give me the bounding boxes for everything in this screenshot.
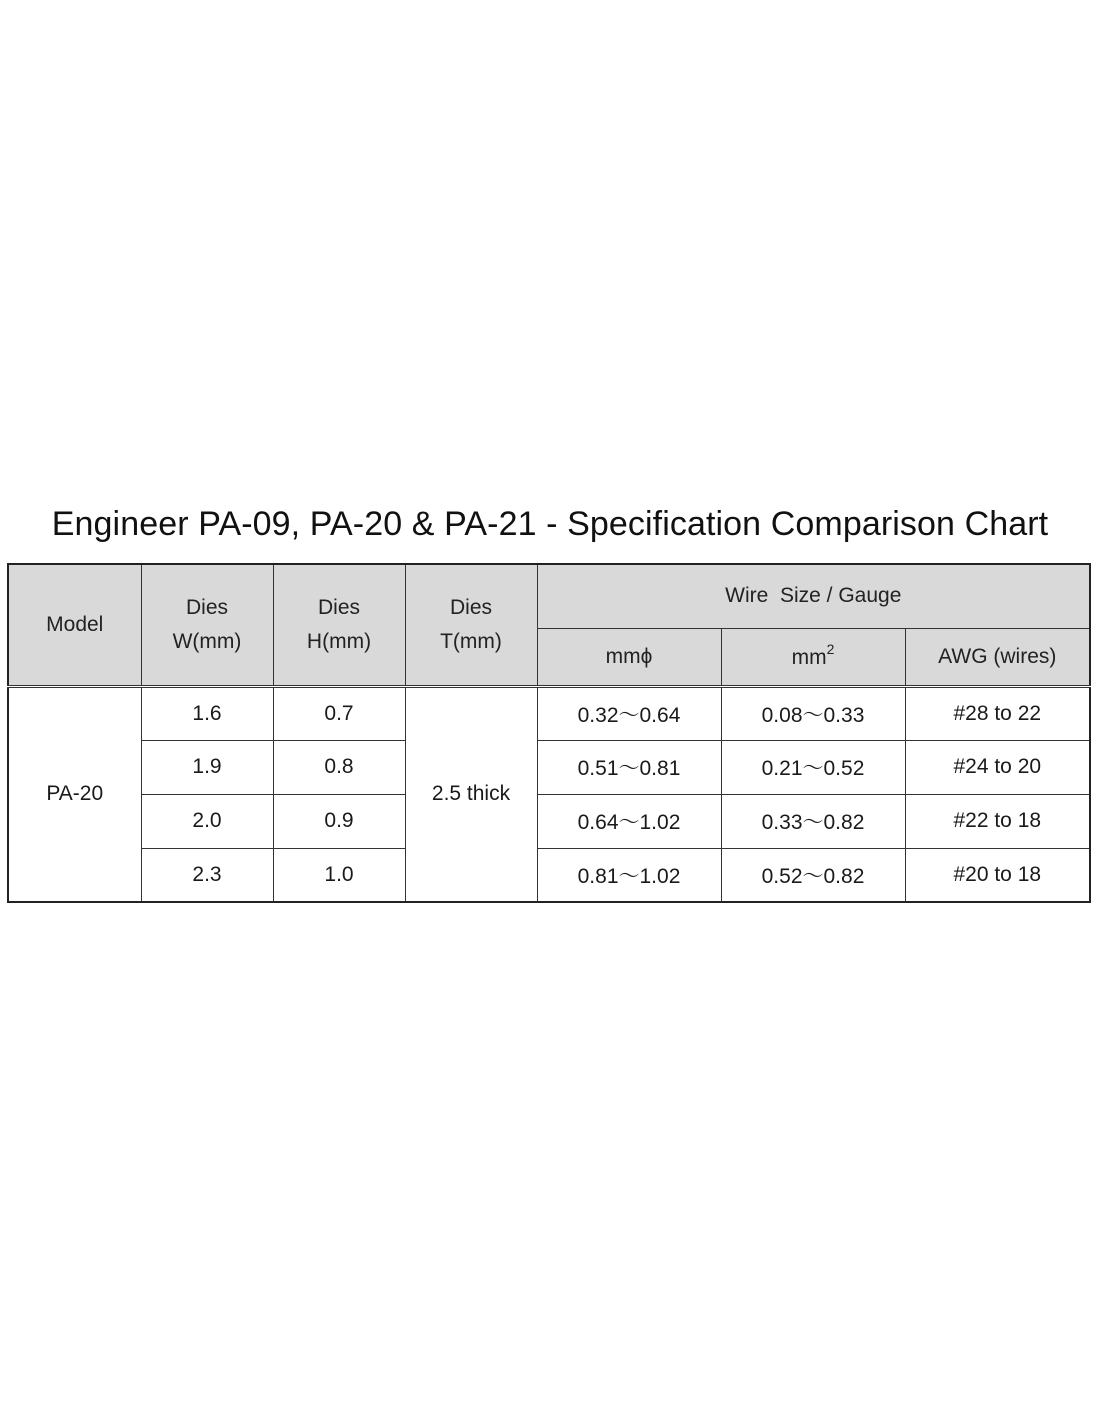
awg-cell: #20 to 18 [905, 848, 1090, 902]
model-cell: PA-20 [8, 686, 141, 902]
dies-w-cell: 2.0 [141, 794, 273, 848]
header-row [8, 564, 1090, 628]
table-row [8, 794, 1090, 848]
mm-phi-cell: 0.32〜0.64 [537, 686, 721, 740]
header-mm-phi: mmϕ [537, 628, 721, 686]
header-dies-t [405, 564, 537, 686]
mm-phi-cell: 0.81〜1.02 [537, 848, 721, 902]
header-dies-w-line1: Dies [185, 595, 228, 619]
page-title: Engineer PA-09, PA-20 & PA-21 - Specification Comparison Chart [51, 505, 1049, 543]
spec-table [7, 563, 1091, 903]
header-dies-h [273, 564, 405, 686]
awg-cell: #28 to 22 [905, 686, 1090, 740]
mm2-cell: 0.08〜0.33 [721, 686, 905, 740]
awg-cell: #22 to 18 [905, 794, 1090, 848]
header-awg: AWG (wires) [905, 628, 1090, 686]
dies-h-cell: 0.8 [273, 740, 405, 794]
header-dies-h-line1: Dies [317, 595, 360, 619]
header-mm2-base: mm [791, 646, 827, 669]
header-mm2 [721, 628, 905, 686]
mm2-cell: 0.33〜0.82 [721, 794, 905, 848]
header-dies-w-line2: W(mm) [172, 629, 242, 653]
dies-h-cell: 1.0 [273, 848, 405, 902]
dies-w-cell: 1.6 [141, 686, 273, 740]
header-mm2-exponent: 2 [826, 641, 835, 657]
table-row [8, 740, 1090, 794]
header-dies-t-line1: Dies [449, 595, 492, 619]
table-row [8, 848, 1090, 902]
dies-h-cell: 0.7 [273, 686, 405, 740]
table-row [8, 686, 1090, 740]
mm2-cell: 0.52〜0.82 [721, 848, 905, 902]
dies-w-cell: 1.9 [141, 740, 273, 794]
mm-phi-cell: 0.64〜1.02 [537, 794, 721, 848]
header-wire-size-gauge: Wire Size / Gauge [537, 564, 1090, 628]
dies-t-cell: 2.5 thick [405, 686, 537, 902]
awg-cell: #24 to 20 [905, 740, 1090, 794]
dies-w-cell: 2.3 [141, 848, 273, 902]
mm2-cell: 0.21〜0.52 [721, 740, 905, 794]
dies-h-cell: 0.9 [273, 794, 405, 848]
header-model: Model [8, 564, 141, 686]
header-dies-t-line2: T(mm) [440, 629, 502, 653]
header-dies-w [141, 564, 273, 686]
mm-phi-cell: 0.51〜0.81 [537, 740, 721, 794]
header-dies-h-line2: H(mm) [306, 629, 372, 653]
